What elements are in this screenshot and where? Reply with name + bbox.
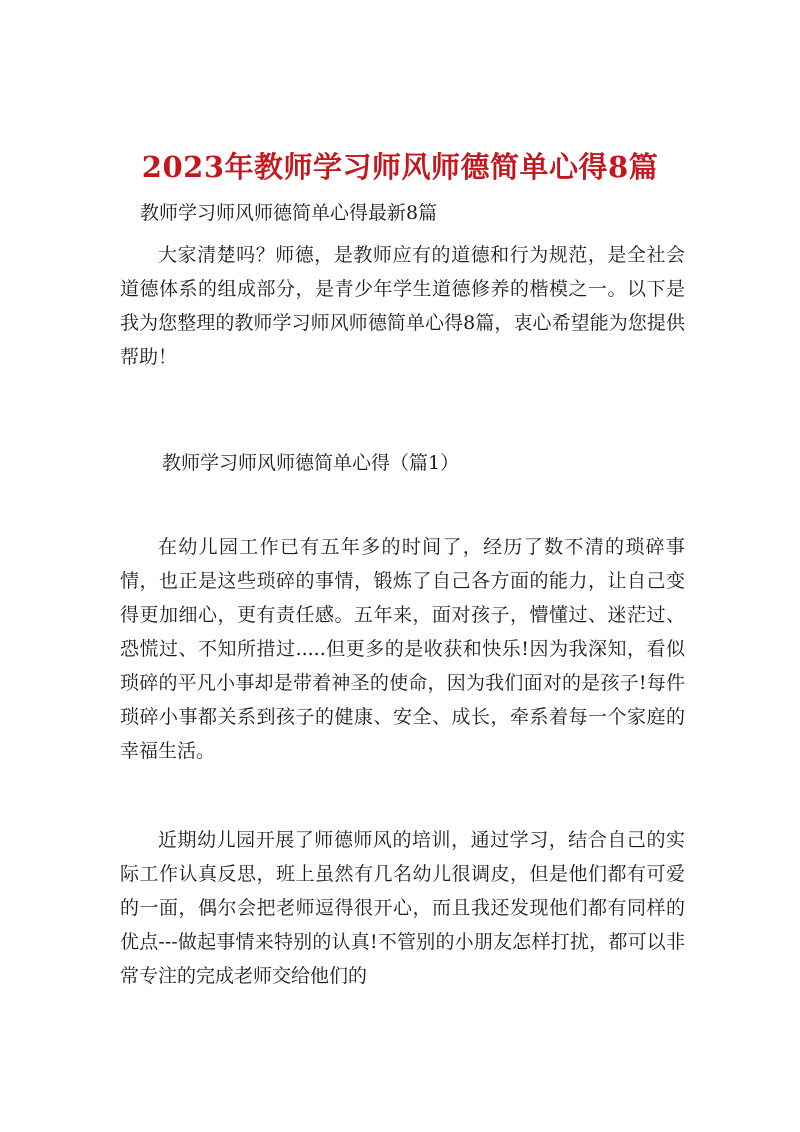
- body-paragraph-2: 近期幼儿园开展了师德师风的培训，通过学习，结合自己的实际工作认真反思，班上虽然有几名幼儿很调皮，但是他们都有可爱的一面，偶尔会把老师逗得很开心，而且我还发现他们都有同样的优点---做起事情来特别的认真!不管别的小朋友怎样打扰，都可以非常专注的完成老师交给他们的: [120, 829, 685, 987]
- intro-paragraph: 大家清楚吗？师德，是教师应有的道德和行为规范，是全社会道德体系的组成部分，是青少年学生道德修养的楷模之一。以下是我为您整理的教师学习师风师德简单心得8篇，衷心希望能为您提供帮助！: [120, 244, 685, 368]
- document-title: 2023年教师学习师风师德简单心得8篇: [141, 150, 659, 185]
- section-heading: 教师学习师风师德简单心得（篇1）: [162, 452, 460, 474]
- document-subtitle: 教师学习师风师德简单心得最新8篇: [140, 202, 438, 224]
- body-paragraph-1: 在幼儿园工作已有五年多的时间了，经历了数不清的琐碎事情，也正是这些琐碎的事情，锻炼了自己各方面的能力，让自己变得更加细心，更有责任感。五年来，面对孩子，懵懂过、迷茫过、恐慌过、不知所措过.....但更多的是收获和快乐!因为我深知，看似琐碎的平凡小事却是带着神圣的使命，因为我们面对的是孩子!每件琐碎小事都关系到孩子的健康、安全、成长，牵系着每一个家庭的幸福生活。: [120, 536, 685, 762]
